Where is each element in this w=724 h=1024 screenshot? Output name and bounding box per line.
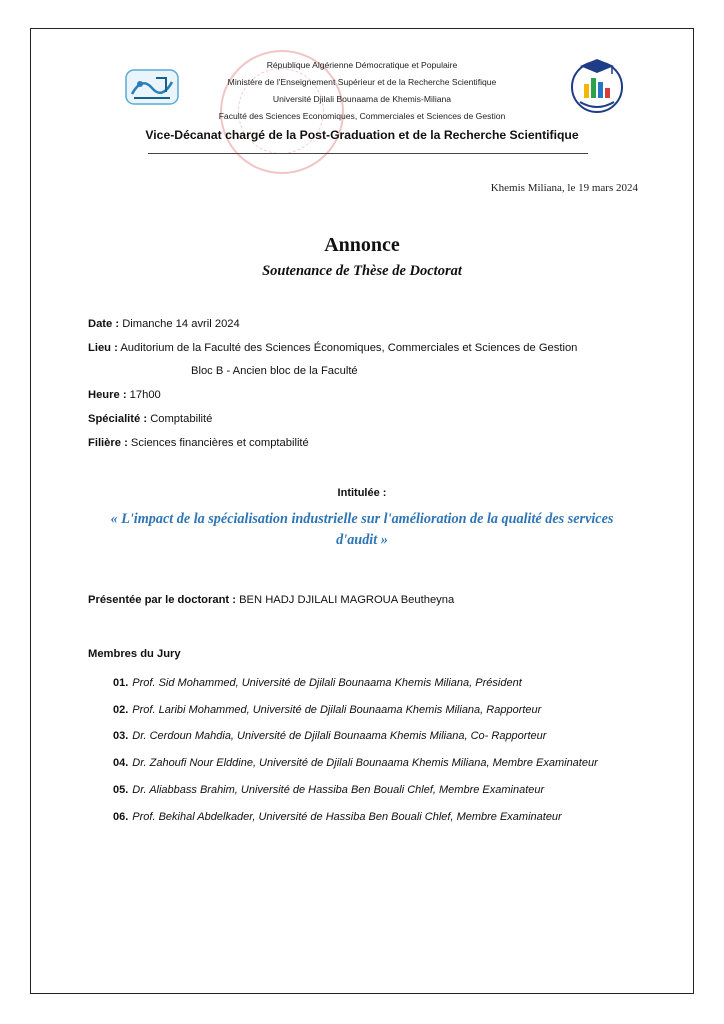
thesis-title: « L'impact de la spécialisation industrielle sur l'amélioration de la qualité des services d'audit » — [110, 511, 614, 548]
vice-deanship-title: Vice-Décanat chargé de la Post-Graduation et de la Recherche Scientifique — [145, 128, 579, 142]
jury-member — [113, 730, 546, 742]
field-date-value: Dimanche 14 avril 2024 — [122, 318, 240, 330]
field-lieu-value: Auditorium de la Faculté des Sciences Économiques, Commerciales et Sciences de Gestion — [120, 342, 578, 354]
field-lieu-line2: Bloc B - Ancien bloc de la Faculté — [191, 365, 358, 377]
jury-member-text: Prof. Sid Mohammed, Université de Djilali Bounaama Khemis Miliana, Président — [132, 677, 522, 689]
header-ministry: Ministère de l'Enseignement Supérieur et de la Recherche Scientifique — [227, 77, 497, 87]
announcement-subtitle: Soutenance de Thèse de Doctorat — [262, 263, 462, 279]
header-university: Université Djilali Bounaama de Khemis-Miliana — [272, 94, 452, 104]
jury-member — [113, 811, 562, 823]
field-heure — [88, 389, 161, 401]
jury-member — [113, 677, 522, 689]
field-heure-label: Heure : — [88, 389, 127, 401]
header-divider — [148, 153, 588, 154]
document-date: Khemis Miliana, le 19 mars 2024 — [490, 182, 638, 194]
jury-member-text: Dr. Cerdoun Mahdia, Université de Djilali Bounaama Khemis Miliana, Co- Rapporteur — [132, 730, 547, 742]
jury-member-number: 01. — [113, 677, 129, 689]
jury-heading: Membres du Jury — [88, 648, 181, 660]
jury-member — [113, 704, 541, 716]
field-heure-value: 17h00 — [129, 389, 161, 401]
field-lieu — [88, 342, 577, 354]
presented-by-value: BEN HADJ DJILALI MAGROUA Beutheyna — [239, 594, 455, 606]
jury-member — [113, 757, 598, 769]
field-specialite-value: Comptabilité — [150, 413, 213, 425]
presented-by-label: Présentée par le doctorant : — [88, 594, 236, 606]
jury-member-text: Prof. Laribi Mohammed, Université de Djilali Bounaama Khemis Miliana, Rapporteur — [132, 704, 542, 716]
jury-member-text: Prof. Bekihal Abdelkader, Université de Hassiba Ben Bouali Chlef, Membre Examinateur — [132, 811, 562, 823]
field-date-label: Date : — [88, 318, 120, 330]
field-filiere — [88, 437, 309, 449]
announcement-title: Annonce — [324, 234, 400, 256]
intitulee-label: Intitulée : — [337, 487, 387, 499]
jury-member — [113, 784, 544, 796]
header-faculty: Faculté des Sciences Economiques, Commerciales et Sciences de Gestion — [218, 111, 506, 121]
jury-member-text: Dr. Aliabbass Brahim, Université de Hassiba Ben Bouali Chlef, Membre Examinateur — [132, 784, 545, 796]
field-specialite — [88, 413, 212, 425]
jury-member-number: 04. — [113, 757, 129, 769]
presented-by — [88, 594, 454, 606]
header-republic: République Algérienne Démocratique et Populaire — [266, 60, 458, 70]
field-filiere-label: Filière : — [88, 437, 128, 449]
field-date — [88, 318, 240, 330]
jury-member-number: 03. — [113, 730, 129, 742]
field-specialite-label: Spécialité : — [88, 413, 148, 425]
jury-member-number: 06. — [113, 811, 129, 823]
field-filiere-value: Sciences financières et comptabilité — [130, 437, 309, 449]
jury-member-number: 05. — [113, 784, 129, 796]
jury-member-number: 02. — [113, 704, 129, 716]
jury-member-text: Dr. Zahoufi Nour Elddine, Université de Djilali Bounaama Khemis Miliana, Membre Examinateur — [132, 757, 598, 769]
field-lieu-label: Lieu : — [88, 342, 118, 354]
